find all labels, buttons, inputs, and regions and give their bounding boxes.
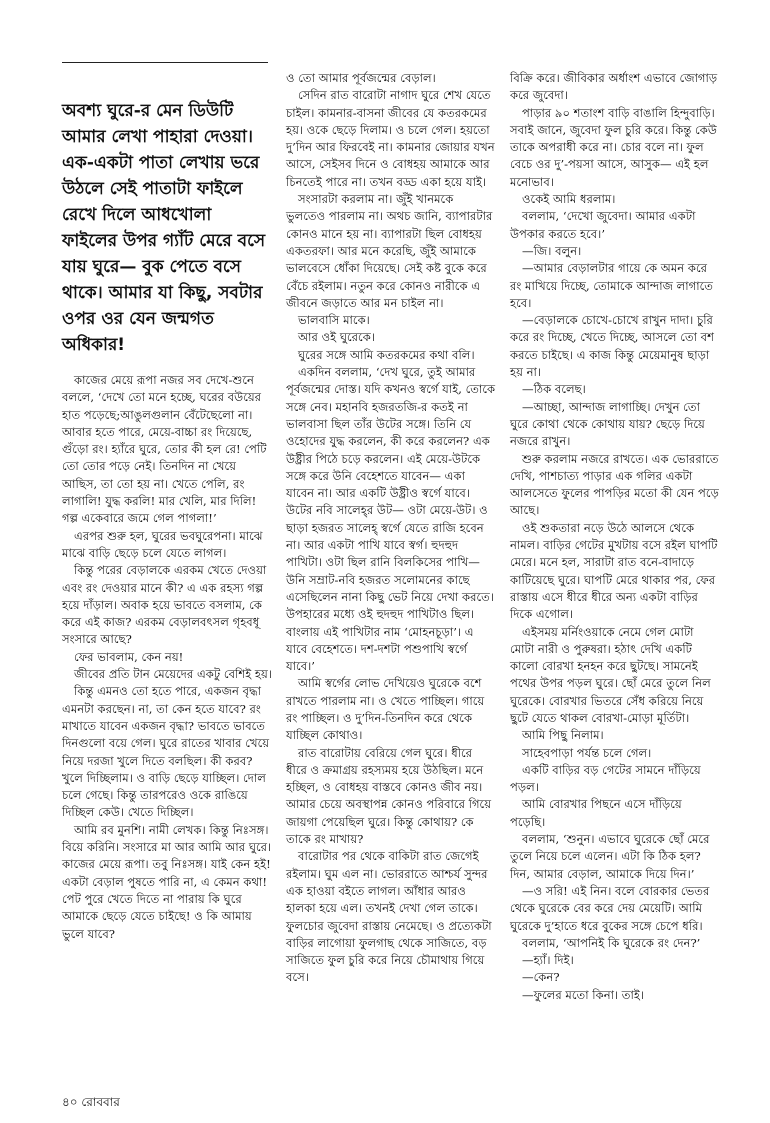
paragraph: পাড়ার ৯০ শতাংশ বাড়ি বাঙালি হিন্দুবাড়ি। সবাই জানে, জুবেদা ফুল চুরি করে। কিন্তু কেউ তাকে অপরাধী করে না। চোর বলে না। ফুল বেচে ওর দু’-পয়সা আসে, আসুক— এই হল মনোভাব। (510, 105, 717, 189)
paragraph: আমি পিছু নিলাম। (522, 728, 604, 743)
page-folio: ৪০ রোববার (62, 1095, 120, 1109)
paragraph: বারোটার পর থেকে বাকিটা রাত জেগেই রইলাম। ঘুম এল না। ভোররাতে আশ্চর্য সুন্দর এক হাওয়া বইতে লাগল। আঁধার আরও হালকা হয়ে এল। তখনই দেখা গেল তাকে। ফুলচোর জুবেদা রাস্তায় নেমেছে। ও প্রত্যেকটা বাড়ির লাগোয়া ফুলগাছ থেকে সাজিতে, বড় সাজিতে ফুল চুরি করে নিয়ে চৌমাথায় গিয়ে বসে। (286, 849, 492, 985)
paragraph: —হ্যাঁ। দিই। (522, 953, 574, 968)
paragraph: শুরু করলাম নজরে রাখতে। এক ভোররাতে দেখি, পাশচাত্য পাড়ার এক গলির একটা আলসেতে ফুলের পাপড়ির মতো কী যেন পড়ে আছে। (510, 451, 719, 518)
pull-quote-rule (62, 62, 268, 63)
paragraph: কিন্তু এমনও তো হতে পারে, একজন বৃদ্ধা এমনটা করছেন। না, তা কেন হতে যাবে? রং মাখাতে যাবেন একজন বৃদ্ধা? ভাবতে ভাবতে দিনগুলো বয়ে গেল। ঘুরে রাতের খাবার খেয়ে নিয়ে দরজা খুলে দিতে বলছিল। কী করব? খুলে দিচ্ছিলাম। ও বাড়ি ছেড়ে যাচ্ছিল। দোল চলে গেছে। কিন্তু তারপরেও ওকে রাঙিয়ে দিচ্ছিল কেউ। খেতে দিচ্ছিল। (62, 684, 270, 820)
pull-quote-text: অবশ্য ঘুরে-র মেন ডিউটি আমার লেখা পাহারা দেওয়া। এক-একটা পাতা লেখায় ভরে উঠলে সেই পাতাটা ফাইলে রেখে দিলে আধখোলা ফাইলের উপর গ্যাঁট মেরে বসে যায় ঘুরে— বুক পেতে বসে থাকে। আমার যা কিছু, সবটার ওপর ওর যেন জন্মগত অধিকার! (62, 101, 266, 355)
paragraph: একটি বাড়ির বড় গেটের সামনে দাঁড়িয়ে পড়ল। (510, 762, 701, 795)
pull-quote (62, 98, 270, 358)
paragraph: —ও সরি! এই নিন। বলে বোরকার ভেতর থেকে ঘুরেকে বের করে দেয় মেয়েটি। আমি ঘুরেকে দু’হাতে ধরে বুকের সঙ্গে চেপে ধরি। (510, 883, 710, 933)
paragraph: বললাম, ‘আপনিই কি ঘুরেকে রং দেন?’ (522, 935, 701, 950)
paragraph: এইসময় মর্নিংওয়াকে নেমে গেল মোটা মোটা নারী ও পুরুষরা। হঠাৎ দেখি একটি কালো বোরখা হনহন করে ছুটছে। সামনেই পথের উপর পড়ল ঘুরে। ছোঁ মেরে তুলে নিল ঘুরেকে। বোরখার ভিতরে সেঁধ করিয়ে নিয়ে ছুটে যেতে থাকল বোরখা-মোড়া মূর্তিটা। (510, 624, 711, 725)
text-column-2 (286, 70, 496, 987)
paragraph: আমি রব মুনশি। নামী লেখক। কিন্তু নিঃসঙ্গ। বিয়ে করিনি। সংসারে মা আর আমি আর ঘুরে। কাজের মেয়ে রূপা। তবু নিঃসঙ্গ। যাই কেন হই! একটা বেড়াল পুষতে পারি না, এ কেমন কথা! পেট পুরে খেতে দিতে না পারায় কি ঘুরে আমাকে ছেড়ে যেতে চাইছে! ও কি আমায় ভুলে যাবে? (62, 822, 272, 941)
paragraph: —কেন? (522, 970, 560, 985)
paragraph: —আমার বেড়ালটার গায়ে কে অমন করে রং মাখিয়ে দিচ্ছে, তোমাকে আন্দাজ লাগাতে হবে। (510, 261, 713, 310)
paragraph: বললাম, ‘শুনুন। এভাবে ঘুরেকে ছোঁ মেরে তুলে নিয়ে চলে এলেন। এটা কি ঠিক হল? দিন, আমার বেড়াল, আমাকে দিয়ে দিন।’ (510, 832, 710, 881)
paragraph: —ঠিক বলেছ। (522, 382, 586, 397)
text-column-1 (62, 372, 272, 943)
paragraph: ওকেই আমি ধরলাম। (522, 192, 616, 207)
paragraph: সংসারটা করলাম না। জুঁই খানমকে ভুলতেও পারলাম না। অথচ জানি, ব্যাপারটার কোনও মানে হয় না। ব্যাপারটা ছিল বোধহয় একতরফা। আর মনে করেছি, জুঁই আমাকে ভালবেসে ধোঁকা দিয়েছে। সেই কষ্ট বুকে করে বেঁচে রইলাম। নতুন করে কোনও নারীকে এ জীবনে জড়াতে আর মন চাইল না। (286, 192, 493, 310)
paragraph: —বেড়ালকে চোখে-চোখে রাখুন দাদা। চুরি করে রং দিচ্ছে, খেতে দিচ্ছে, আসলে তো বশ করতে চাইছে। এ কাজ কিন্তু মেয়েমানুষ ছাড়া হয় না। (510, 313, 714, 380)
paragraph: ও তো আমার পূর্বজন্মের বেড়াল। (286, 71, 436, 85)
paragraph: এরপর শুরু হল, ঘুরের ভবঘুরেপনা। মাঝে মাঝে বাড়ি ছেড়ে চলে যেতে লাগল। (62, 528, 263, 560)
paragraph: জীবের প্রতি টান মেয়েদের একটু বেশিই হয়। (74, 667, 272, 682)
paragraph: ভালবাসি মাকে। (298, 313, 370, 328)
paragraph: বিক্রি করে। জীবিকার অর্ধাংশ এভাবে জোগাড় করে জুবেদা। (510, 71, 718, 103)
paragraph: —আচ্ছা, আন্দাজ লাগাচ্ছি। দেখুন তো ঘুরে কোথা থেকে কোথায় যায়? ছেড়ে দিয়ে নজরে রাখুন। (510, 399, 705, 449)
paragraph: আর ওই ঘুরেকে। (298, 330, 375, 345)
paragraph: কিন্তু পরের বেড়ালকে এরকম খেতে দেওয়া এবং রং দেওয়ার মানে কী? এ এক রহস্য গল্প হয়ে দাঁড়াল। অবাক হয়ে ভাবতে বসলাম, কে করে এই কাজ? এরকম বেড়ালবৎসল গৃহবধূ সংসারে আছে? (62, 563, 267, 647)
paragraph: কাজের মেয়ে রূপা নজর সব দেখে-শুনে বললে, ‘দেখে তো মনে হচ্ছে, ঘরের বউয়ের হাত পড়েছে;আঙুলগুলান বেঁটেছেলো না। আবার হতে পারে, মেয়ে-বাচ্চা রং দিয়েছে, গুঁড়ো রং। হ্যাঁরে ঘুরে, তোর কী হল রে! পেটি তো তোর পড়ে নেই। তিনদিন না খেয়ে আছিস, তা তো হয় না। খেতে পেলি, রং লাগালি! যুদ্ধ করলি! মার খেলি, মার দিলি! গল্প একেবারে জমে গেল পাগলা!’ (62, 373, 267, 526)
paragraph: —ফুলের মতো কিনা। তাই। (522, 987, 645, 1002)
paragraph: রাত বারোটায় বেরিয়ে গেল ঘুরে। ধীরে ধীরে ও ক্রমাগ্রয় রহস্যময় হয়ে উঠছিল। মনে হচ্ছিল, ও বোধহয় বাস্তবে কোনও জীব নয়। আমার চেয়ে অবস্থাপন্ন কোনও পরিবারে গিয়ে জায়গা পেয়েছিল ঘুরে। কিন্তু কোথায়? কে তাকে রং মাখায়? (286, 745, 492, 847)
paragraph: আমি বোরখার পিছনে এসে দাঁড়িয়ে পড়েছি। (510, 797, 682, 829)
paragraph: একদিন বললাম, ‘দেখ ঘুরে, তুই আমার পূর্বজন্মের দোস্ত। যদি কখনও স্বর্গে যাই, তোকে সঙ্গে নেব। মহানবি হজরতজি-র কতই না ভালবাসা ছিল তাঁর উটের সঙ্গে। তিনি যে ওহোদের যুদ্ধ করলেন, কী করে করলেন? এক উষ্ট্রীর পিঠে চড়ে করলেন। এই মেয়ে-উটকে সঙ্গে করে উনি বেহেশতে যাবেন— একা যাবেন না। আর একটি উষ্ট্রীও স্বর্গে যাবে। উটের নবি সালেহ্‌র উট— ওটা মেয়ে-উট। ও ছাড়া হজরত সালেহ্‌ স্বর্গে যেতে রাজি হবেন না। আর একটা পাখি যাবে স্বর্গ। হুদহুদ পাখিটা। ওটা ছিল রানি বিলকিসের পাখি— উনি সম্রাট-নবি হজরত সলোমনের কাছে এসেছিলেন নানা কিছু ভেট নিয়ে দেখা করতে। উপহারের মধ্যে ওই হুদহুদ পাখিটাও ছিল। বাংলায় এই পাখিটার নাম ‘মোহনচূড়া’। এ যাবে বেহেশতে। দশ-দশটা পশুপাখি স্বর্গে যাবে।’ (286, 365, 496, 674)
paragraph: সাহেবপাড়া পর্যন্ত চলে গেল। (522, 745, 652, 760)
paragraph: ঘুরের সঙ্গে আমি কতরকমের কথা বলি। (298, 347, 475, 362)
paragraph: সেদিন রাত বারোটা নাগাদ ঘুরে শেখ যেতে চাইল। কামনার-বাসনা জীবের যে কতরকমের হয়। ওকে ছেড়ে দিলাম। ও চলে গেল। হয়তো দু’দিন আর ফিরবেই না। কামনার জোয়ার যখন আসে, সেইসব দিনে ও বোধহয় আমাকে আর চিনতেই পারে না। তখন বড্ড একা হয়ে যাই। (286, 88, 495, 189)
paragraph: ওই শুকতারা নড়ে উঠে আলসে থেকে নামল। বাড়ির গেটের মুখটায় বসে রইল ঘাপটি মেরে। মনে হল, সারাটা রাত বনে-বাদাড়ে কাটিয়েছে ঘুরে। ঘাপটি মেরে থাকার পর, ফের রাস্তায় এসে ধীরে ধীরে অন্য একটা বাড়ির দিকে এগোল। (510, 520, 718, 622)
text-column-3 (510, 70, 720, 1004)
paragraph: —জি। বলুন। (522, 243, 582, 258)
paragraph: ফের ভাবলাম, কেন নয়! (74, 649, 184, 664)
paragraph: আমি স্বর্গের লোভ দেখিয়েও ঘুরেকে বশে রাখতে পারলাম না। ও খেতে পাচ্ছিল। গায়ে রং পাচ্ছিল। ও দু’দিন-তিনদিন করে থেকে যাচ্ছিল কোথাও। (286, 676, 485, 743)
paragraph: বললাম, ‘দেখো জুবেদা। আমার একটা উপকার করতে হবে।’ (510, 209, 696, 241)
